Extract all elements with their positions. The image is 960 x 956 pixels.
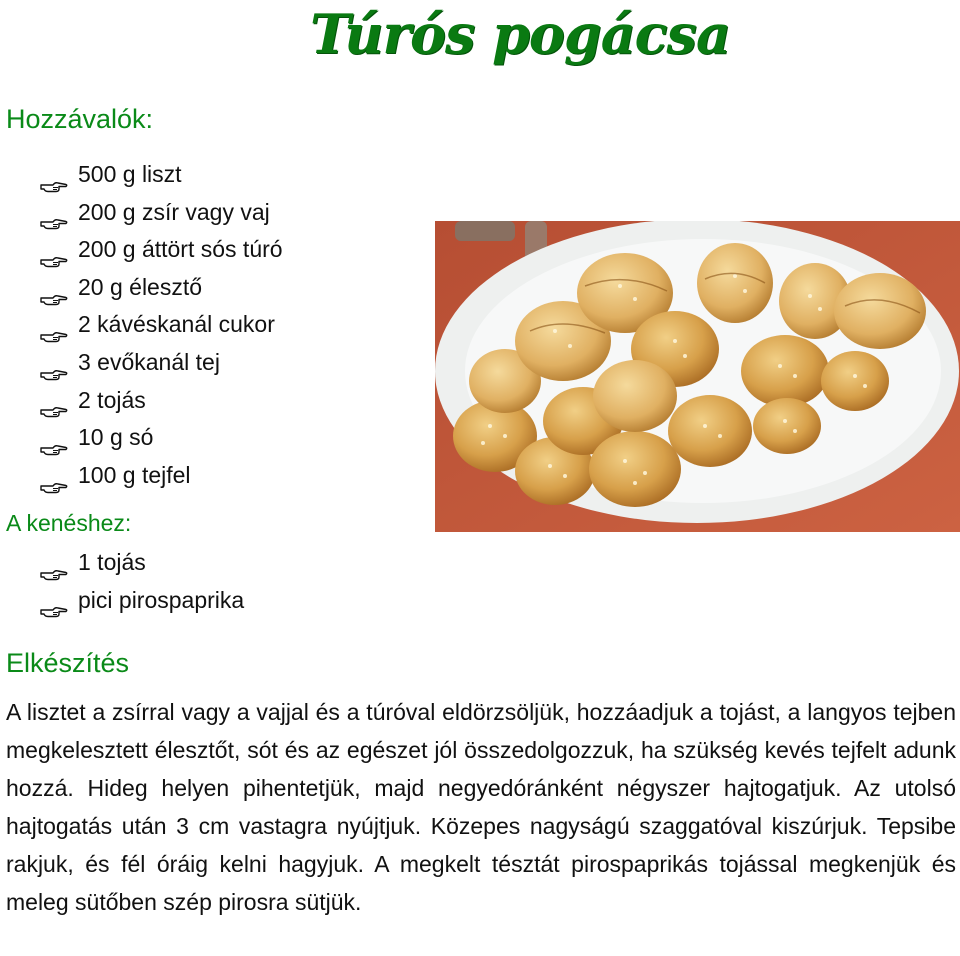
list-item [40,382,283,420]
pointing-hand-icon [40,593,68,607]
ingredient-text: 2 kávéskanál cukor [78,311,275,338]
list-item [40,194,283,232]
pointing-hand-icon [40,318,68,332]
list-item [40,306,283,344]
pointing-hand-icon [40,469,68,483]
list-item [40,156,283,194]
pointing-hand-icon [40,356,68,370]
list-item [40,231,283,269]
pointing-hand-icon [40,281,68,295]
recipe-title: Túrós pogácsa [310,2,730,66]
list-item [40,457,283,495]
ingredient-text: 200 g áttört sós túró [78,236,283,263]
pointing-hand-icon [40,205,68,219]
pointing-hand-icon [40,431,68,445]
pointing-hand-icon [40,556,68,570]
brush-heading: A kenéshez: [6,510,132,536]
ingredient-text: 3 evőkanál tej [78,348,220,375]
ingredient-text: 100 g tejfel [78,461,191,488]
ingredient-text: 500 g liszt [78,161,182,187]
ingredient-text: 10 g só [78,424,154,451]
ingredient-text: 200 g zsír vagy vaj [78,198,270,225]
ingredient-text: 2 tojás [78,386,146,413]
pointing-hand-icon [40,168,68,182]
ingredient-text: 20 g élesztő [78,273,203,300]
list-item [40,582,244,620]
preparation-heading: Elkészítés [6,648,130,678]
list-item [40,269,283,307]
list-item [40,419,283,457]
brush-list [40,544,244,619]
brush-item-text: pici pirospaprika [78,586,245,613]
ingredients-heading: Hozzávalók: [6,104,154,134]
pointing-hand-icon [40,393,68,407]
pogacsa-photo [435,221,960,532]
pointing-hand-icon [40,243,68,257]
list-item [40,344,283,382]
list-item [40,544,244,582]
brush-item-text: 1 tojás [78,549,146,575]
preparation-text: A lisztet a zsírral vagy a vajjal és a túróval eldörzsöljük, hozzáadjuk a tojást, a langyos tejben megkelesztett élesztőt, sót és az egészet jól összedolgozzuk, ha szükség kevés tejfelt adunk hozzá. Hideg helyen pihentetjük, majd negyedóránként négyszer hajtogatjuk. Az utolsó hajtogatás után 3 cm vastagra nyújtjuk. Közepes nagyságú szaggatóval kiszúrjuk. Tepsibe rakjuk, és fél óráig kelni hagyjuk. A megkelt tésztát pirospaprikás tojással megkenjük és meleg sütőben szép pirosra sütjük. [6,699,956,915]
ingredients-list [40,156,283,494]
